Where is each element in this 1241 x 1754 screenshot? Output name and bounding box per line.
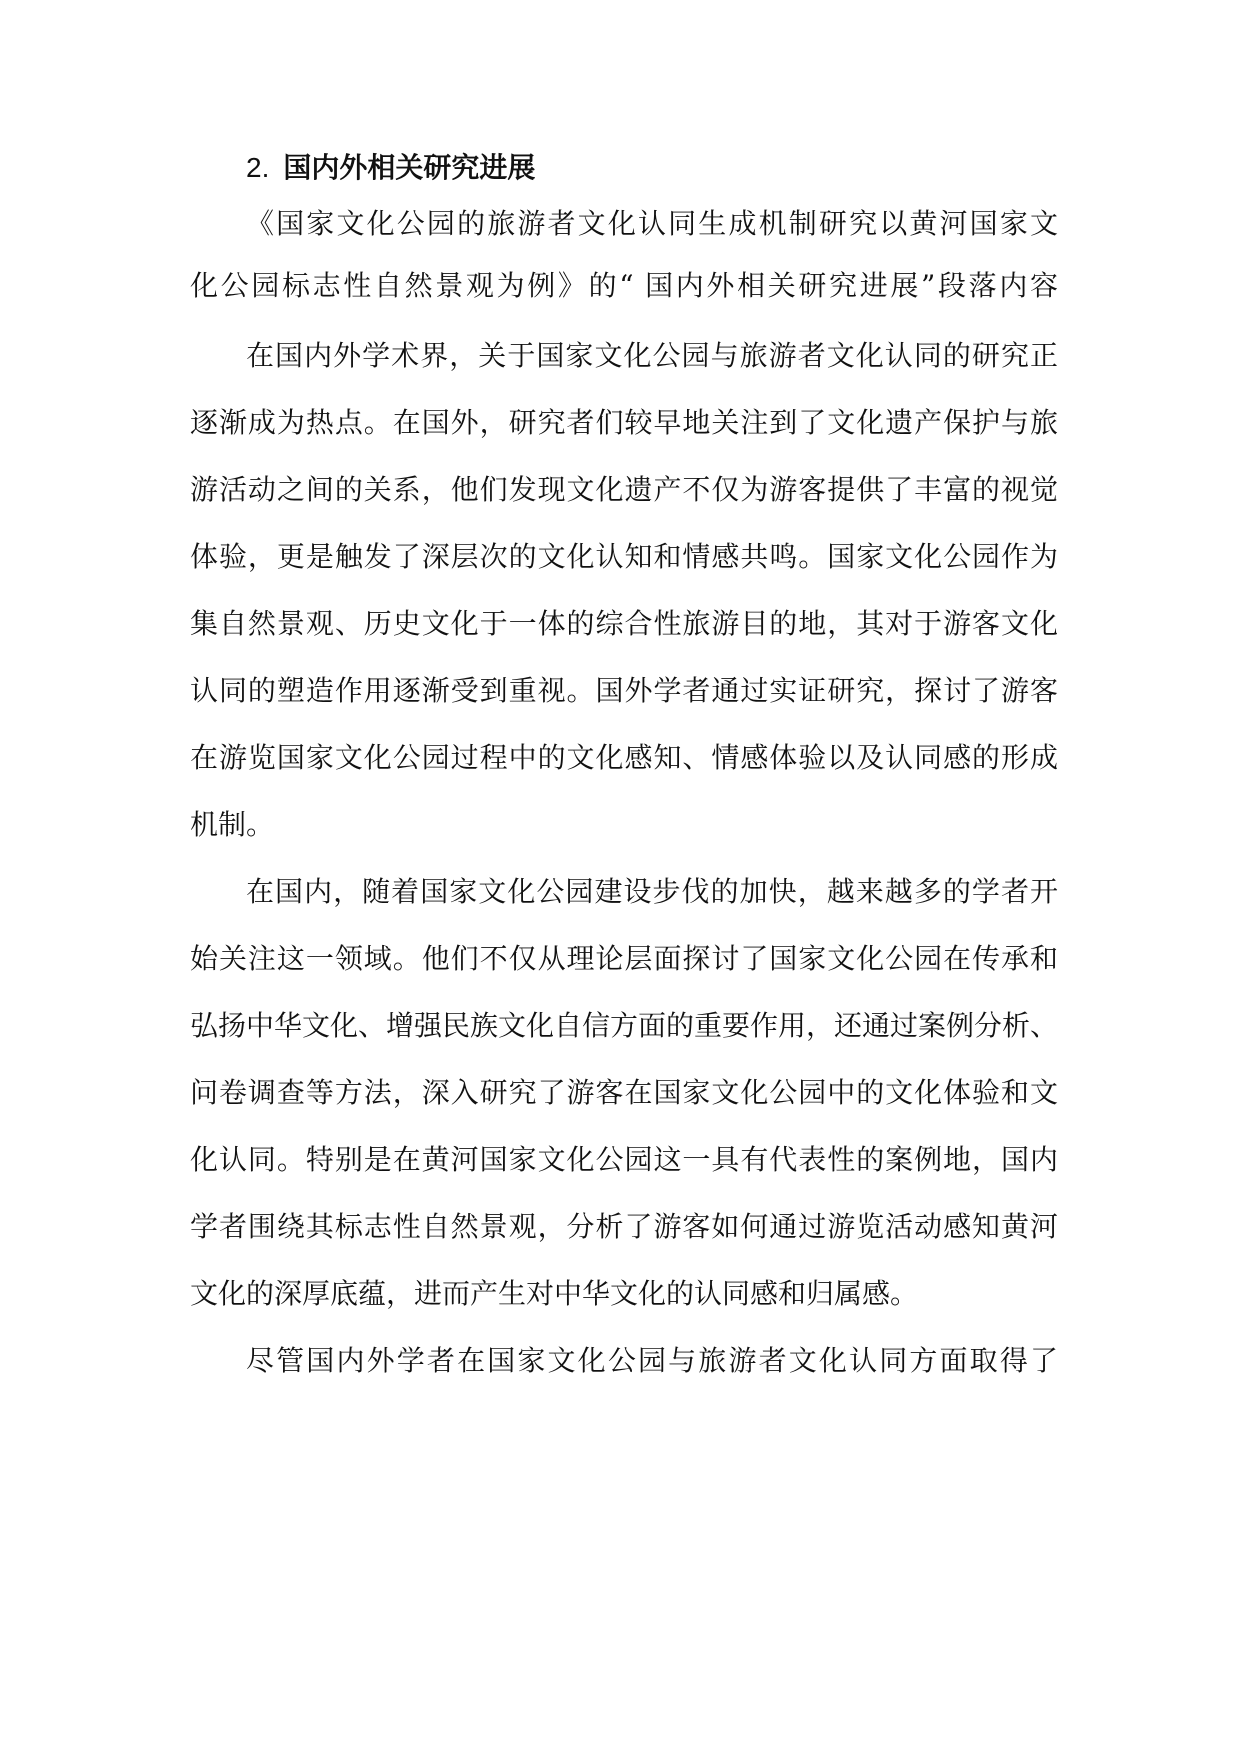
text-line: 逐渐成为热点。在国外，研究者们较早地关注到了文化遗产保护与旅 — [190, 406, 1058, 439]
text-line: 学者围绕其标志性自然景观，分析了游客如何通过游览活动感知黄河 — [190, 1210, 1058, 1243]
section-title: 国内外相关研究进展 — [283, 151, 536, 184]
section-number: 2. — [246, 152, 270, 183]
text-line: 认同的塑造作用逐渐受到重视。国外学者通过实证研究，探讨了游客 — [190, 674, 1058, 707]
text-line: 游活动之间的关系，他们发现文化遗产不仅为游客提供了丰富的视觉 — [190, 473, 1058, 506]
text-line: 尽管国内外学者在国家文化公园与旅游者文化认同方面取得了 — [246, 1344, 1058, 1377]
text-line: 在国内外学术界，关于国家文化公园与旅游者文化认同的研究正 — [246, 339, 1058, 372]
text-line: 《国家文化公园的旅游者文化认同生成机制研究以黄河国家文 — [246, 207, 1058, 240]
text-line: 问卷调查等方法，深入研究了游客在国家文化公园中的文化体验和文 — [190, 1076, 1058, 1109]
text-line: 化公园标志性自然景观为例》的“ 国内外相关研究进展”段落内容 — [190, 269, 1058, 302]
text-line: 始关注这一领域。他们不仅从理论层面探讨了国家文化公园在传承和 — [190, 942, 1058, 975]
text-line: 机制。 — [190, 808, 275, 841]
text-line: 文化的深厚底蕴，进而产生对中华文化的认同感和归属感。 — [190, 1277, 919, 1310]
text-line: 在国内，随着国家文化公园建设步伐的加快，越来越多的学者开 — [246, 875, 1058, 908]
text-line: 在游览国家文化公园过程中的文化感知、情感体验以及认同感的形成 — [190, 741, 1058, 774]
text-line: 集自然景观、历史文化于一体的综合性旅游目的地，其对于游客文化 — [190, 607, 1058, 640]
text-line: 弘扬中华文化、增强民族文化自信方面的重要作用，还通过案例分析、 — [190, 1009, 1058, 1042]
text-line: 体验，更是触发了深层次的文化认知和情感共鸣。国家文化公园作为 — [190, 540, 1058, 573]
section-heading — [246, 148, 535, 188]
text-line: 化认同。特别是在黄河国家文化公园这一具有代表性的案例地，国内 — [190, 1143, 1058, 1176]
